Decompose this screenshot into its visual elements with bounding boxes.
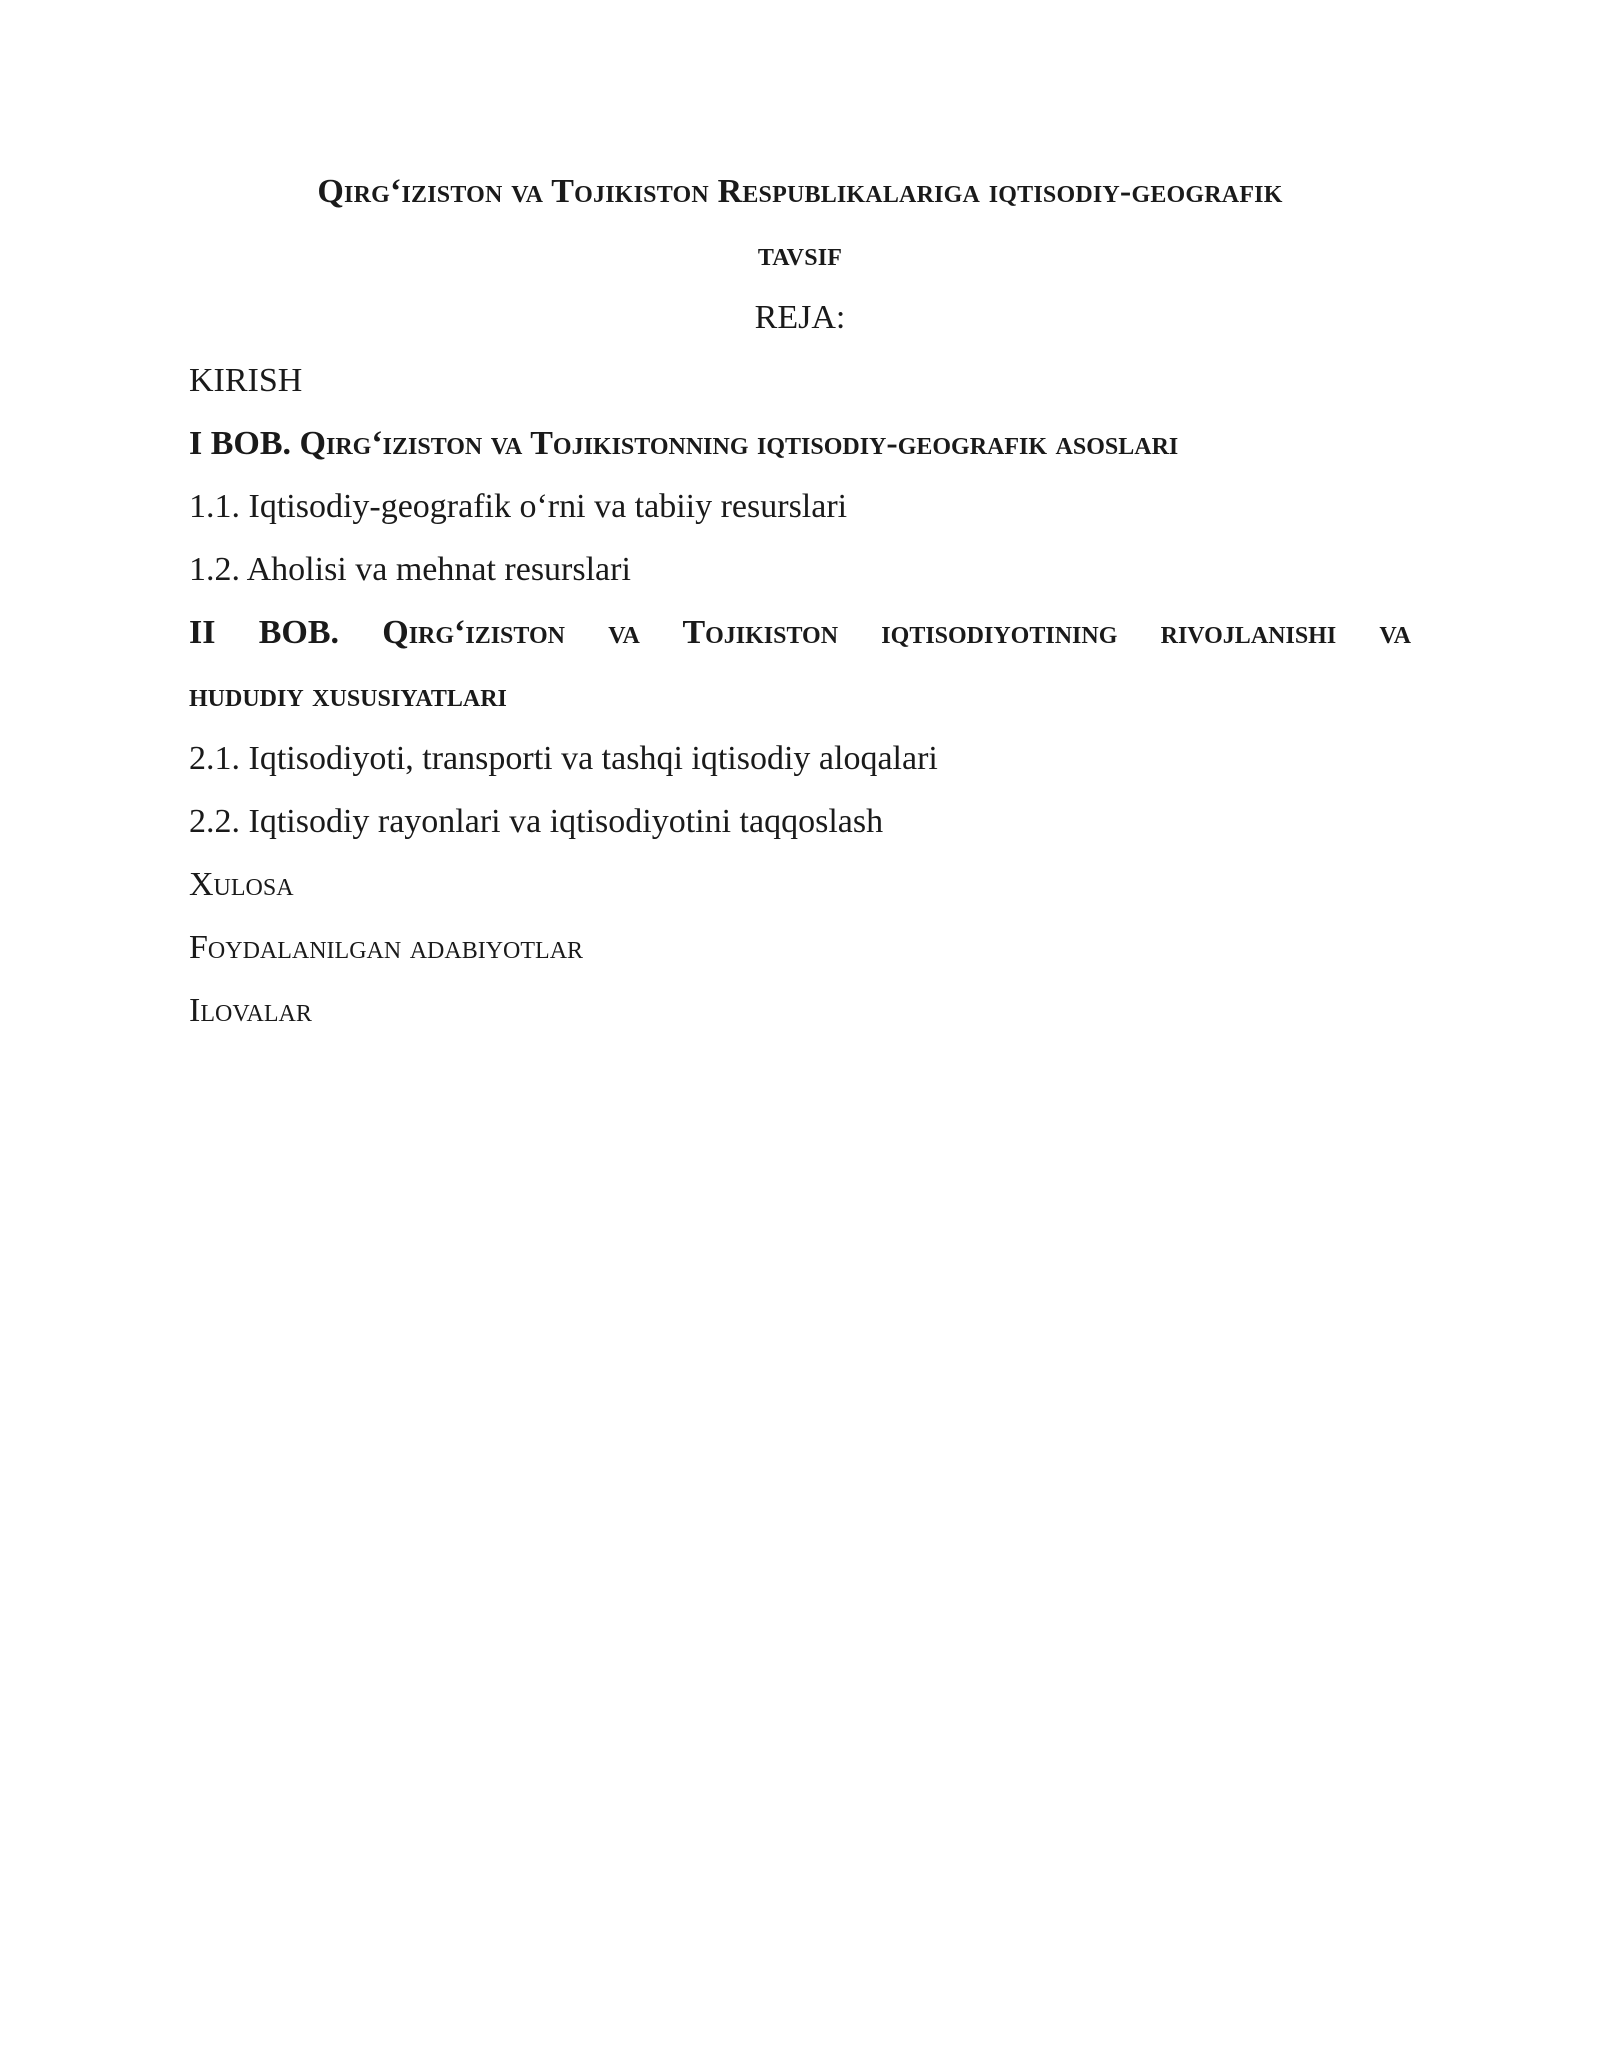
toc-chapter-1-title: Qirg‘iziston va Tojikistonning iqtisodiy-geografik asoslari bbox=[299, 425, 1179, 462]
toc-section-1-1: 1.1. Iqtisodiy-geografik o‘rni va tabiiy resurslari bbox=[189, 488, 848, 525]
toc-chapter-2 bbox=[189, 601, 1411, 664]
toc-item-kirish: KIRISH bbox=[189, 362, 303, 399]
toc-chapter-1-prefix: I BOB. bbox=[189, 425, 300, 462]
toc-item-references: Foydalanilgan adabiyotlar bbox=[189, 929, 584, 966]
document-title-line-2: tavsif bbox=[757, 236, 843, 273]
toc-section-2-2: 2.2. Iqtisodiy rayonlari va iqtisodiyotini taqqoslash bbox=[189, 803, 884, 840]
toc-chapter-2-title: Qirg‘iziston va Tojikiston iqtisodiyotining rivojlanishi va bbox=[382, 614, 1411, 651]
toc-chapter-2-prefix: II BOB. bbox=[189, 614, 383, 651]
toc-section-2-1: 2.1. Iqtisodiyoti, transporti va tashqi iqtisodiy aloqalari bbox=[189, 740, 938, 777]
toc-chapter-2-title-continued: hududiy xususiyatlari bbox=[189, 677, 507, 714]
toc-item-xulosa: Xulosa bbox=[189, 866, 294, 903]
document-title-line-1: Qirg‘iziston va Tojikiston Respublikalariga iqtisodiy-geografik bbox=[317, 173, 1283, 210]
toc-section-1-2: 1.2. Aholisi va mehnat resurslari bbox=[189, 551, 631, 588]
toc-chapter-1 bbox=[189, 412, 1411, 475]
toc-item-appendices: Ilovalar bbox=[189, 992, 312, 1029]
plan-heading: REJA: bbox=[754, 299, 846, 336]
document-page bbox=[189, 160, 1411, 1042]
